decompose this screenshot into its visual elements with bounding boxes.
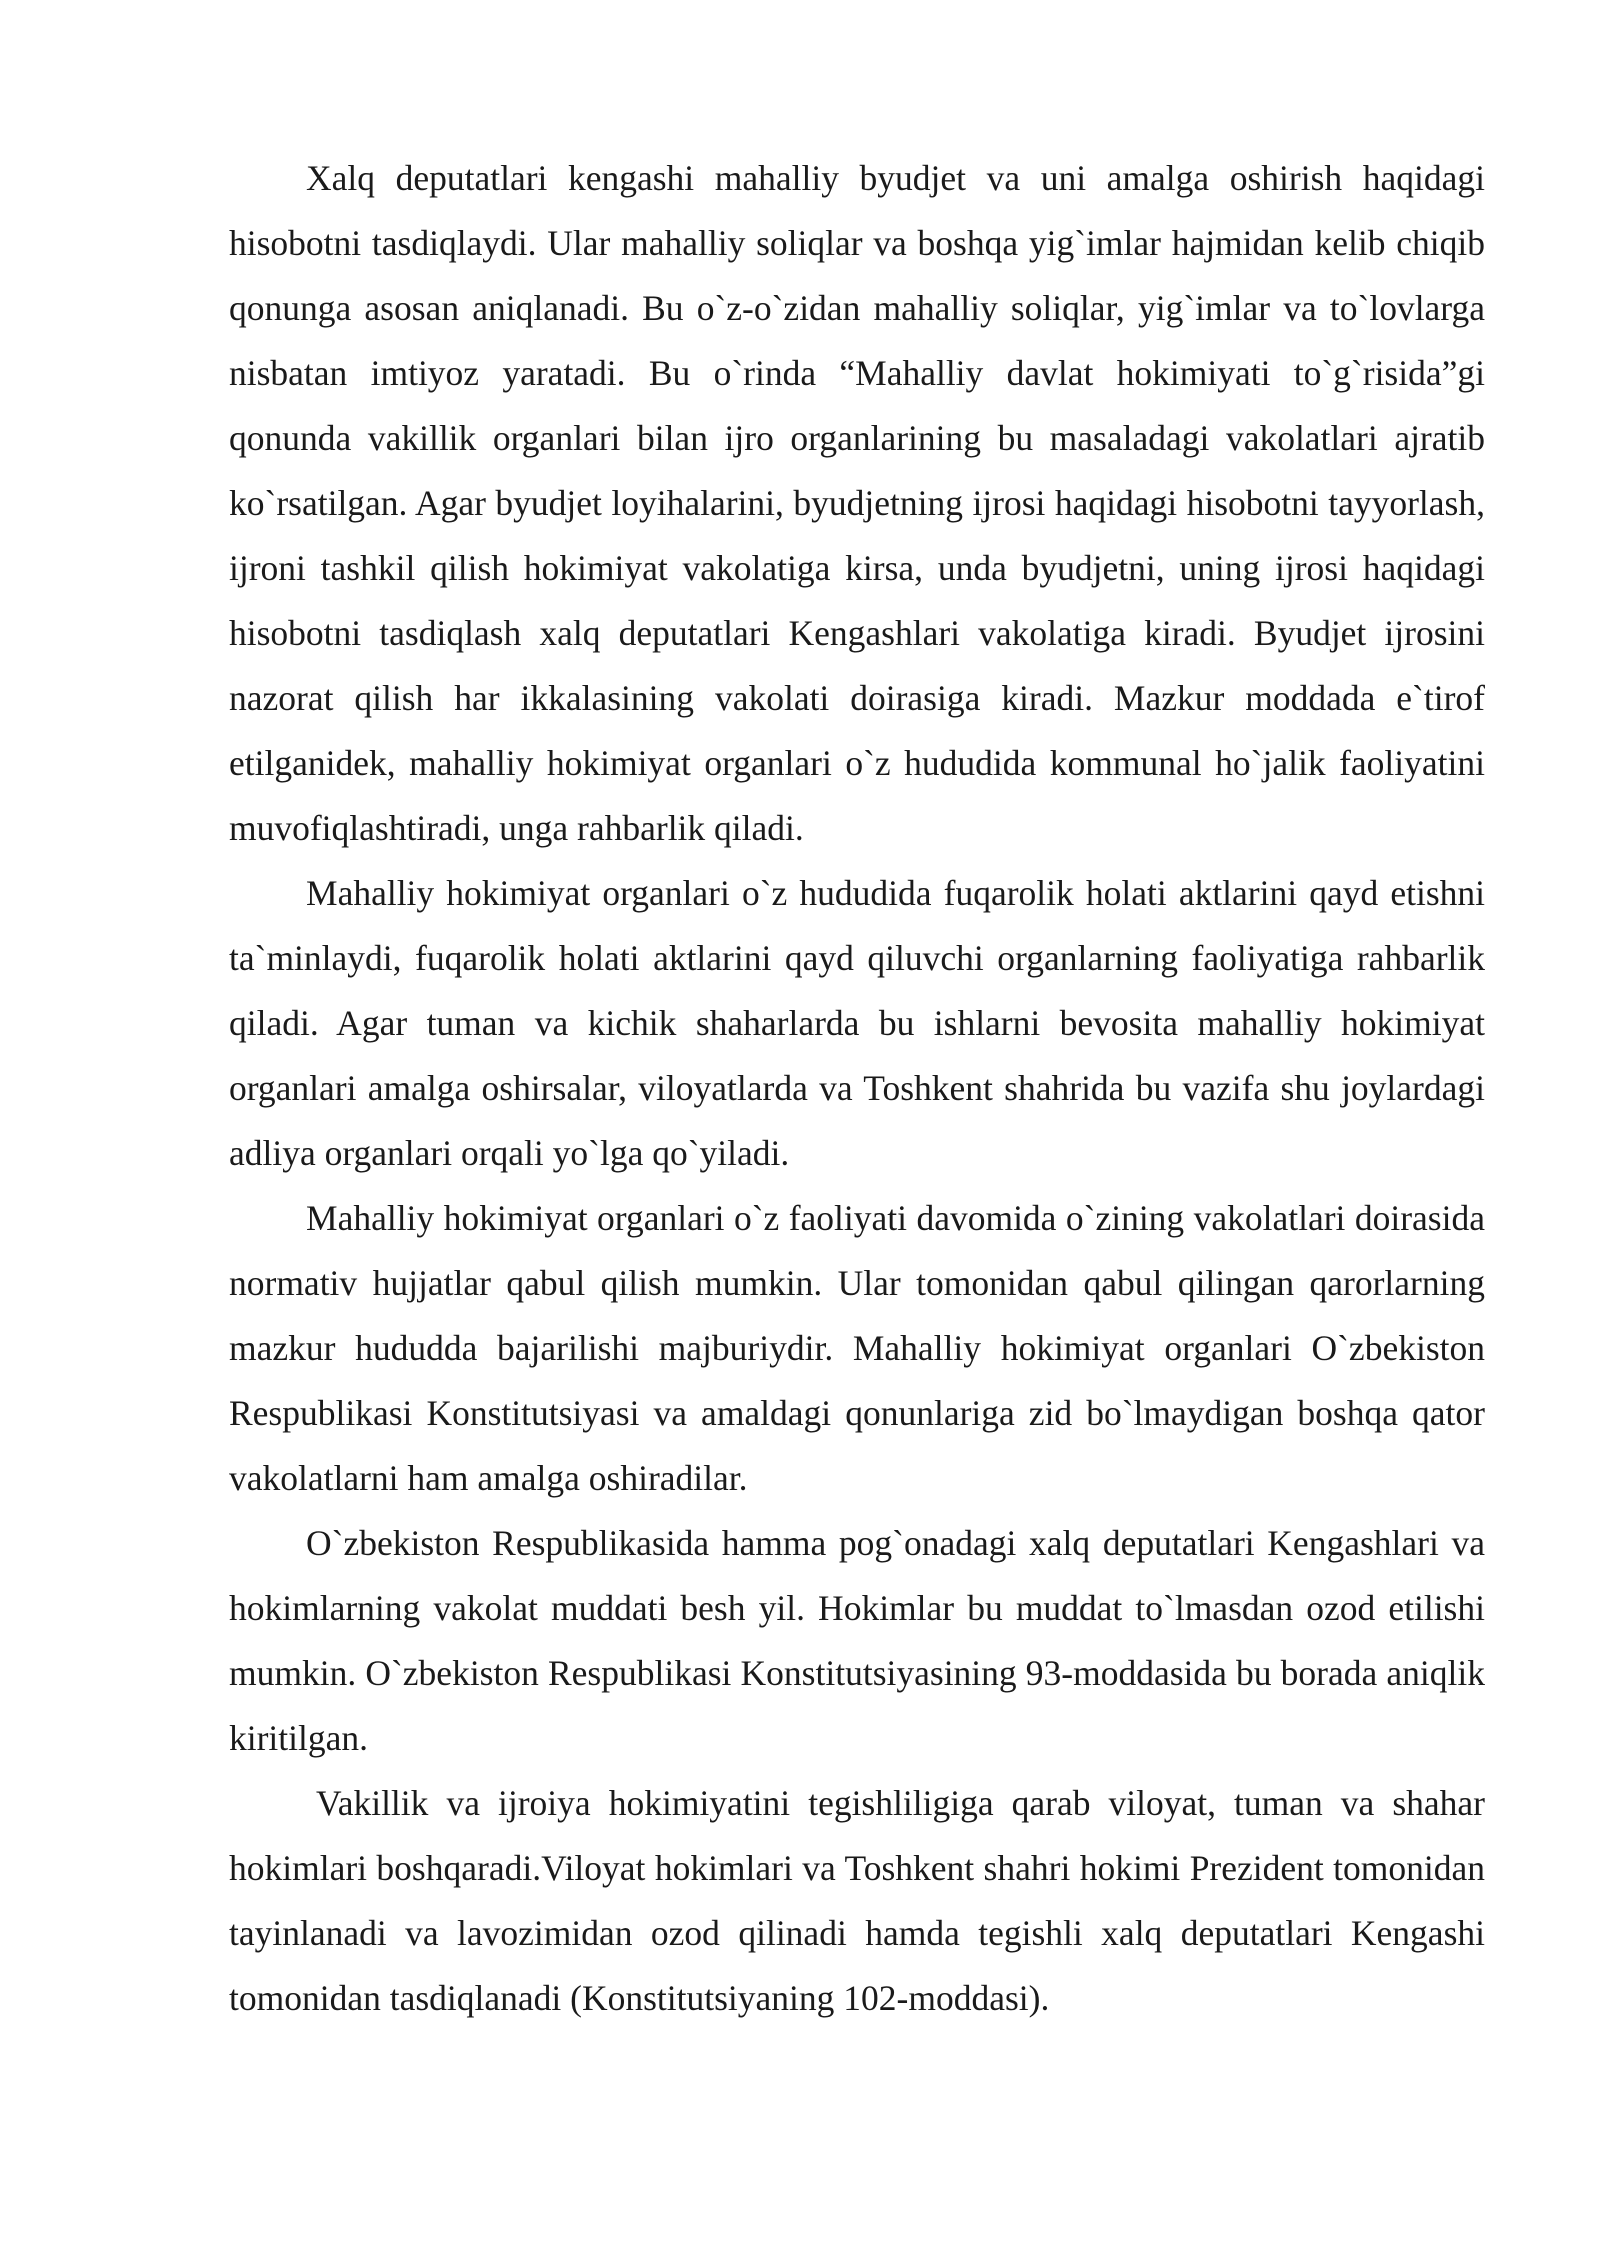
- paragraph-normative-acts: Mahalliy hokimiyat organlari o`z faoliyati davomida o`zining vakolatlari doirasida normativ hujjatlar qabul qilish mumkin. Ular tomonidan qabul qilingan qarorlarning mazkur hududda bajarilishi majburiydir. Mahalliy hokimiyat organlari O`zbekiston Respublikasi Konstitutsiyasi va amaldagi qonunlariga zid bo`lmaydigan boshqa qator vakolatlarni ham amalga oshiradilar.: [229, 1198, 1485, 1498]
- document-body: [229, 146, 1485, 2031]
- paragraph-civil-status: Mahalliy hokimiyat organlari o`z hududida fuqarolik holati aktlarini qayd etishni ta`minlaydi, fuqarolik holati aktlarini qayd qiluvchi organlarning faoliyatiga rahbarlik qiladi. Agar tuman va kichik shaharlarda bu ishlarni bevosita mahalliy hokimiyat organlari amalga oshirsalar, viloyatlarda va Toshkent shahrida bu vazifa shu joylardagi adliya organlari orqali yo`lga qo`yiladi.: [229, 873, 1485, 1173]
- paragraph-budget-powers: Xalq deputatlari kengashi mahalliy byudjet va uni amalga oshirish haqidagi hisobotni tasdiqlaydi. Ular mahalliy soliqlar va boshqa yig`imlar hajmidan kelib chiqib qonunga asosan aniqlanadi. Bu o`z-o`zidan mahalliy soliqlar, yig`imlar va to`lovlarga nisbatan imtiyoz yaratadi. Bu o`rinda “Mahalliy davlat hokimiyati to`g`risida”gi qonunda vakillik organlari bilan ijro organlarining bu masaladagi vakolatlari ajratib ko`rsatilgan. Agar byudjet loyihalarini, byudjetning ijrosi haqidagi hisobotni tayyorlash, ijroni tashkil qilish hokimiyat vakolatiga kirsa, unda byudjetni, uning ijrosi haqidagi hisobotni tasdiqlash xalq deputatlari Kengashlari vakolatiga kiradi. Byudjet ijrosini nazorat qilish har ikkalasining vakolati doirasiga kiradi. Mazkur moddada e`tirof etilganidek, mahalliy hokimiyat organlari o`z hududida kommunal ho`jalik faoliyatini muvofiqlashtiradi, unga rahbarlik qiladi.: [229, 158, 1485, 848]
- paragraph-hokim-appointment: Vakillik va ijroiya hokimiyatini tegishliligiga qarab viloyat, tuman va shahar hokimlari boshqaradi.Viloyat hokimlari va Toshkent shahri hokimi Prezident tomonidan tayinlanadi va lavozimidan ozod qilinadi hamda tegishli xalq deputatlari Kengashi tomonidan tasdiqlanadi (Konstitutsiyaning 102-moddasi).: [229, 1783, 1485, 2018]
- paragraph-term-of-office: O`zbekiston Respublikasida hamma pog`onadagi xalq deputatlari Kengashlari va hokimlarning vakolat muddati besh yil. Hokimlar bu muddat to`lmasdan ozod etilishi mumkin. O`zbekiston Respublikasi Konstitutsiyasining 93-moddasida bu borada aniqlik kiritilgan.: [229, 1523, 1485, 1758]
